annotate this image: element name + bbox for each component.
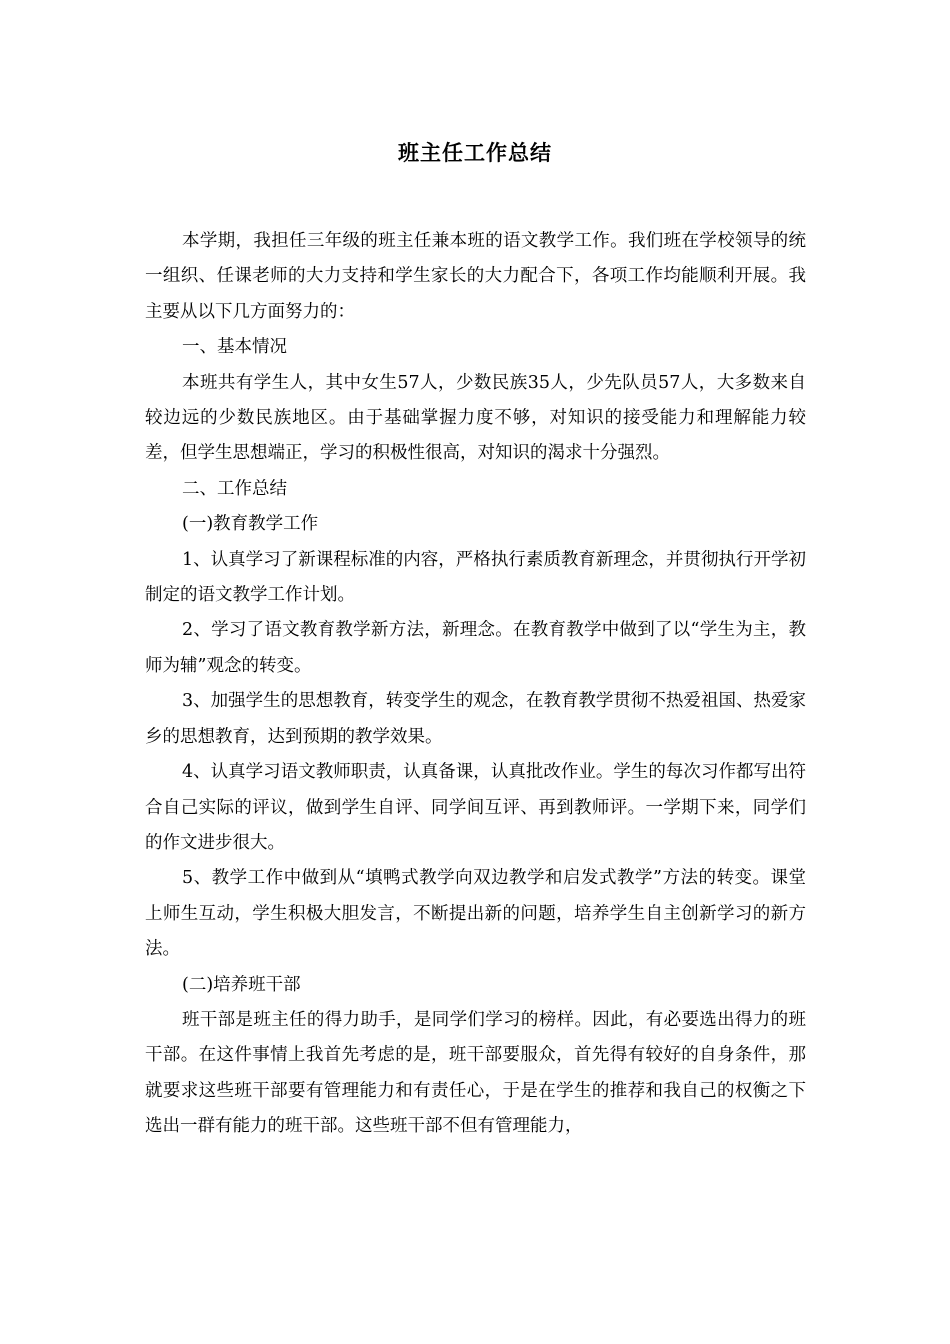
paragraph-class-cadres: 班干部是班主任的得力助手，是同学们学习的榜样。因此，有必要选出得力的班干部。在这件事情上我首先考虑的是，班干部要服众，首先得有较好的自身条件，那就要求这些班干部要有管理能力和有责任心，于是在学生的推荐和我自己的权衡之下选出一群有能力的班干部。这些班干部不但有管理能力， — [145, 1009, 806, 1137]
section-heading-basic-situation: 一、基本情况 — [182, 337, 287, 358]
paragraph-intro: 本学期，我担任三年级的班主任兼本班的语文教学工作。我们班在学校领导的统一组织、任课老师的大力支持和学生家长的大力配合下，各项工作均能顺利开展。我主要从以下几方面努力的： — [145, 231, 806, 322]
subsection-heading-class-cadres: (二)培养班干部 — [182, 974, 301, 995]
paragraph-teaching-item-2: 2、学习了语文教育教学新方法，新理念。在教育教学中做到了以“学生为主，教师为辅”观念的转变。 — [145, 620, 806, 676]
document-body — [145, 224, 806, 1145]
section-heading-work-summary: 二、工作总结 — [182, 478, 287, 499]
subsection-heading-teaching: (一)教育教学工作 — [182, 514, 319, 535]
document-title: 班主任工作总结 — [398, 141, 552, 165]
paragraph-basic-situation: 本班共有学生人，其中女生57人，少数民族35人，少先队员57人，大多数来自较边远的少数民族地区。由于基础掌握力度不够，对知识的接受能力和理解能力较差，但学生思想端正，学习的积极性很高，对知识的渴求十分强烈。 — [145, 372, 806, 464]
paragraph-teaching-item-3: 3、加强学生的思想教育，转变学生的观念，在教育教学贯彻不热爱祖国、热爱家乡的思想教育，达到预期的教学效果。 — [145, 691, 806, 747]
paragraph-teaching-item-5: 5、教学工作中做到从“填鸭式教学向双边教学和启发式教学”方法的转变。课堂上师生互动，学生积极大胆发言，不断提出新的问题，培养学生自主创新学习的新方法。 — [145, 868, 806, 960]
paragraph-teaching-item-4: 4、认真学习语文教师职责，认真备课，认真批改作业。学生的每次习作都写出符合自己实际的评议，做到学生自评、同学间互评、再到教师评。一学期下来，同学们的作文进步很大。 — [145, 762, 806, 853]
paragraph-teaching-item-1: 1、认真学习了新课程标准的内容，严格执行素质教育新理念，并贯彻执行开学初制定的语文教学工作计划。 — [145, 549, 806, 606]
